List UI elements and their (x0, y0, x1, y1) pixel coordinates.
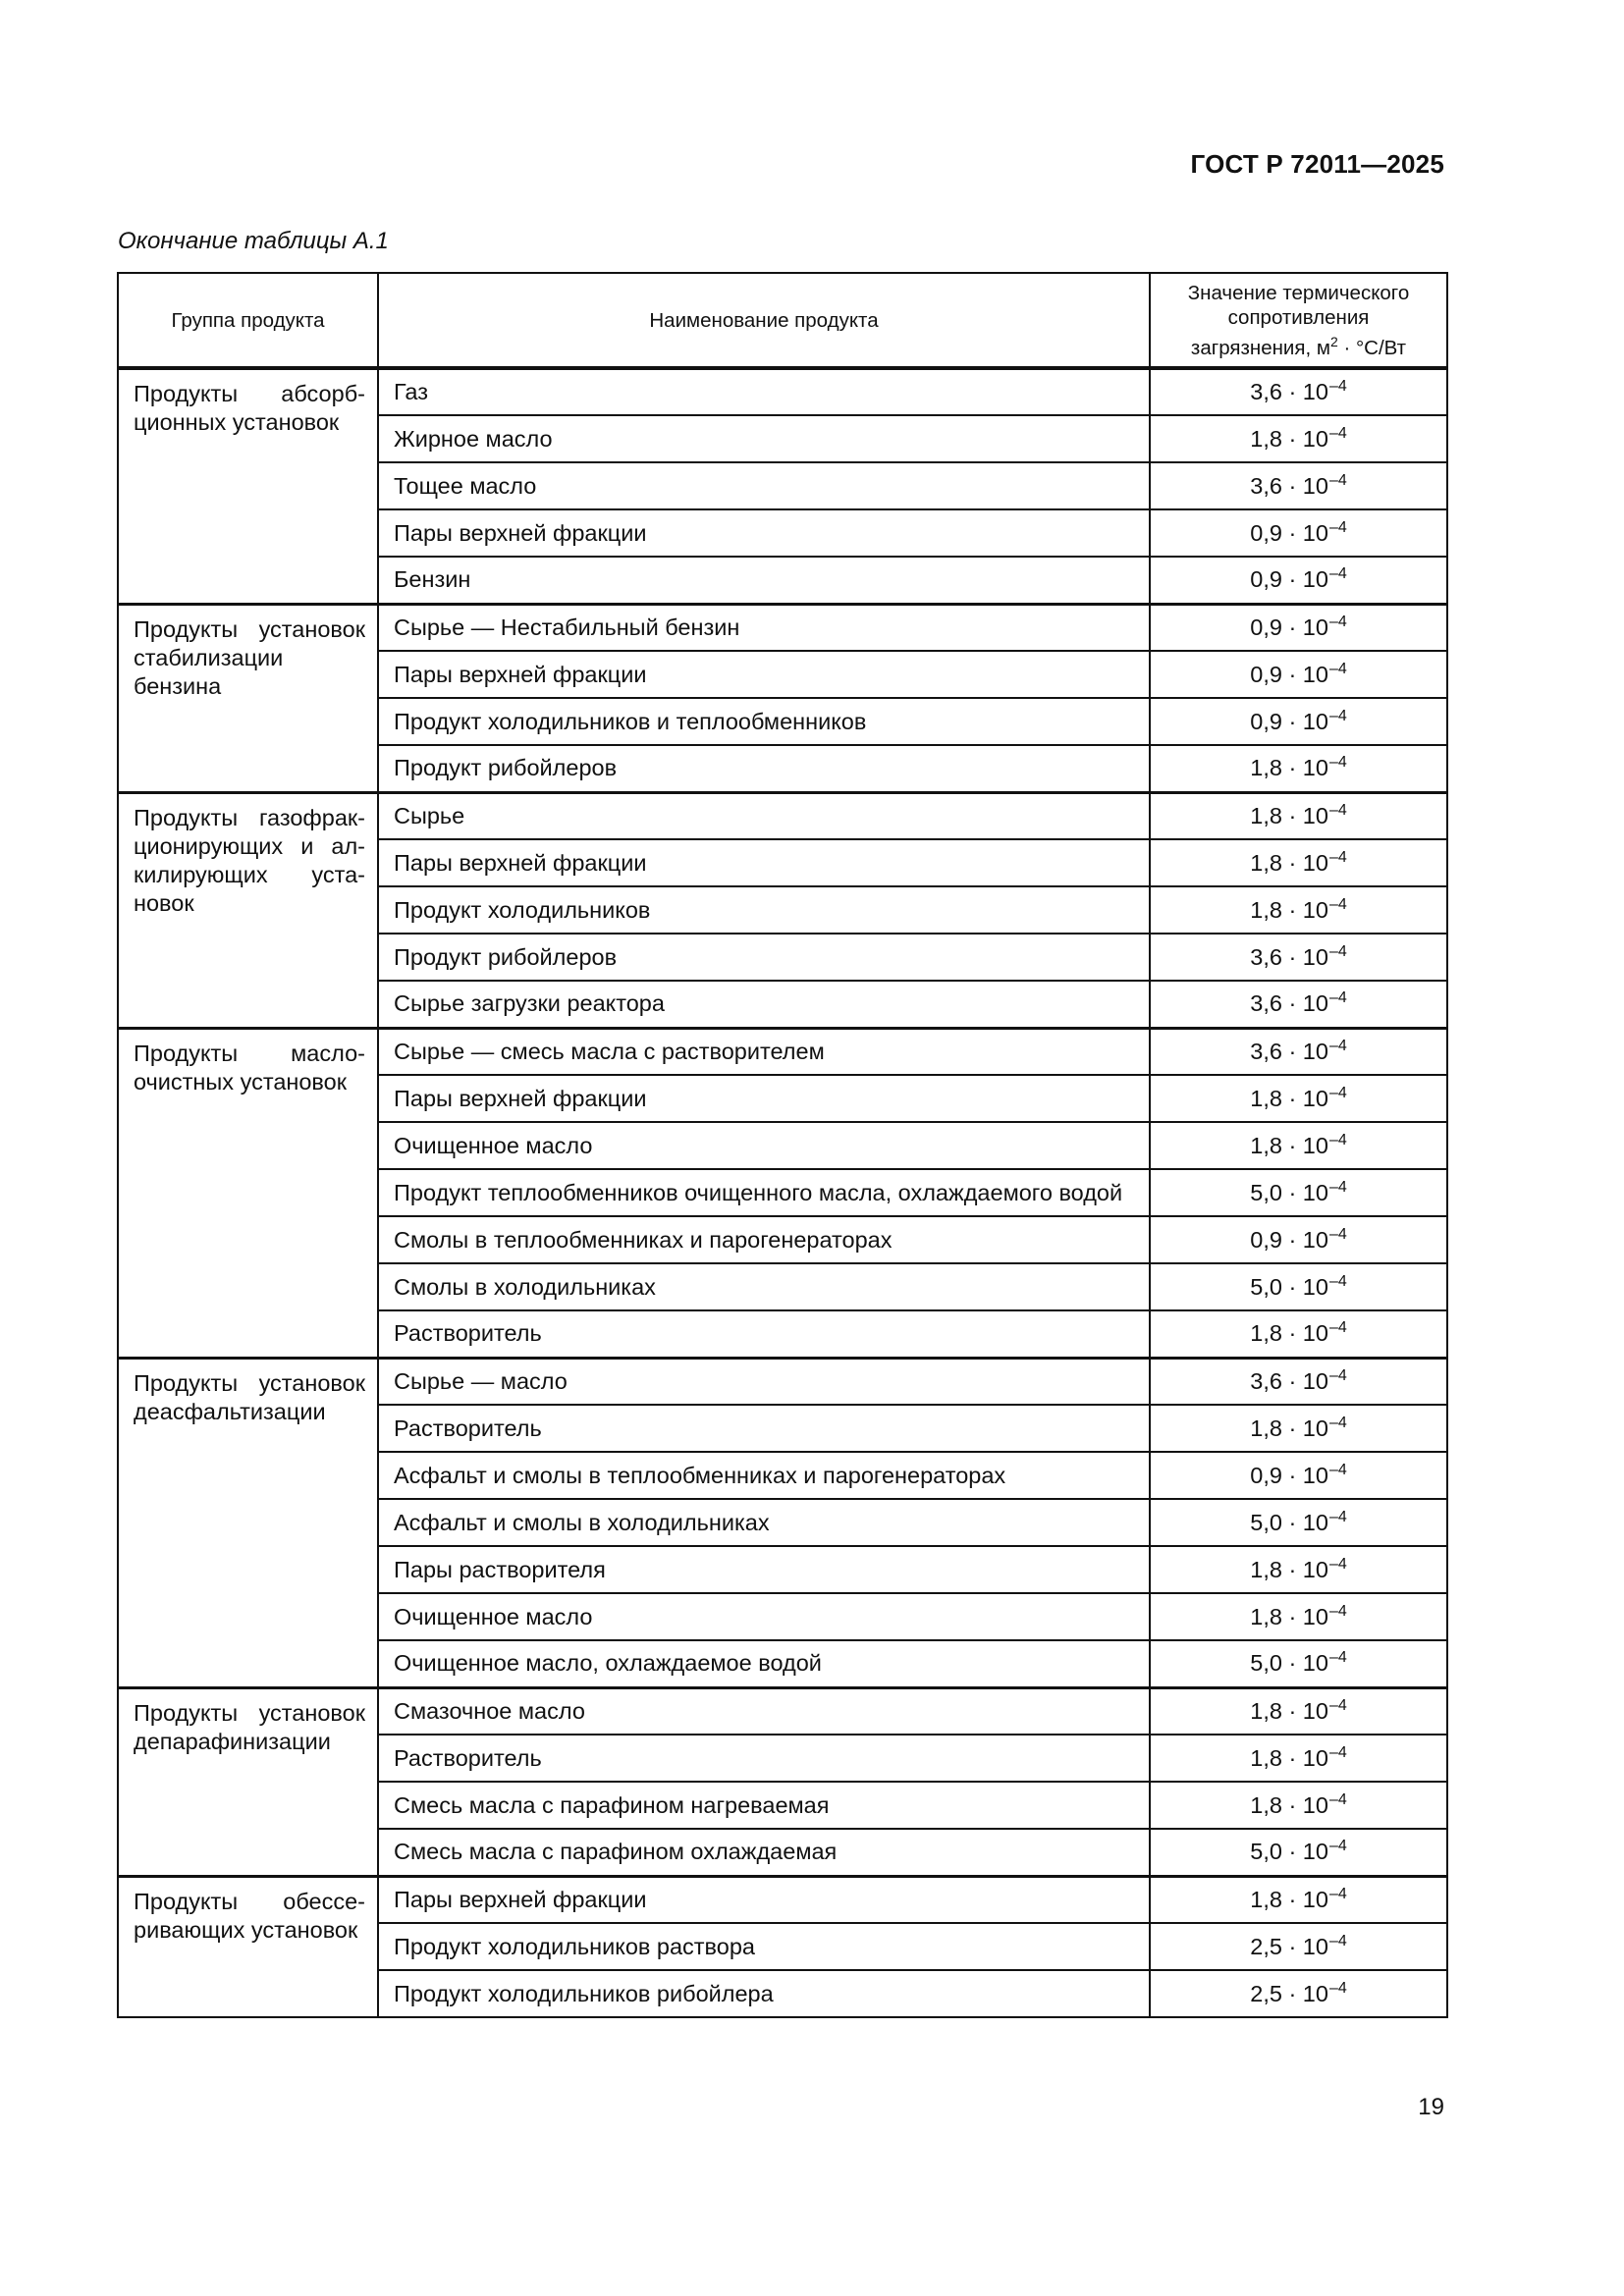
value-base: · 10 (1288, 1085, 1328, 1111)
value-mantissa: 0,9 (1250, 614, 1282, 640)
resistance-value-cell (1150, 1687, 1447, 1735)
product-name-cell: Пары верхней фракции (378, 651, 1150, 698)
product-name-cell: Бензин (378, 557, 1150, 604)
value-exponent: –4 (1328, 1366, 1347, 1384)
resistance-value-cell (1150, 1263, 1447, 1310)
product-group-cell: Продукты установок стабилизации бензина (118, 604, 378, 792)
value-mantissa: 3,6 (1250, 472, 1282, 499)
product-name-cell: Пары верхней фракции (378, 1876, 1150, 1923)
value-base: · 10 (1288, 943, 1328, 970)
resistance-value-cell (1150, 1358, 1447, 1405)
value-base: · 10 (1288, 519, 1328, 546)
value-mantissa: 1,8 (1250, 755, 1282, 781)
value-base: · 10 (1288, 614, 1328, 640)
resistance-value-cell (1150, 1216, 1447, 1263)
product-name-cell: Продукт холодильников раствора (378, 1923, 1150, 1970)
value-exponent: –4 (1328, 1272, 1347, 1290)
resistance-value-cell (1150, 981, 1447, 1028)
resistance-value-cell (1150, 1593, 1447, 1640)
value-base: · 10 (1288, 1556, 1328, 1582)
value-base: · 10 (1288, 849, 1328, 876)
value-exponent: –4 (1328, 1838, 1347, 1855)
product-name-cell: Продукт теплообменников очищенного масла, охлаждаемого водой (378, 1169, 1150, 1216)
product-name-cell: Пары верхней фракции (378, 509, 1150, 557)
product-name-cell: Сырье (378, 792, 1150, 839)
product-name-cell: Газ (378, 368, 1150, 415)
product-name-cell: Пары растворителя (378, 1546, 1150, 1593)
value-base: · 10 (1288, 661, 1328, 687)
table-row (118, 792, 1447, 839)
value-exponent: –4 (1328, 660, 1347, 677)
product-name-cell: Пары верхней фракции (378, 839, 1150, 886)
value-base: · 10 (1288, 472, 1328, 499)
column-header-value (1150, 273, 1447, 368)
table-row (118, 1687, 1447, 1735)
table-row (118, 1028, 1447, 1075)
table-caption: Окончание таблицы А.1 (118, 228, 389, 254)
product-group-cell: Продукты маслоочистных установок (118, 1028, 378, 1358)
resistance-value-cell (1150, 1452, 1447, 1499)
value-mantissa: 1,8 (1250, 849, 1282, 876)
value-mantissa: 0,9 (1250, 1226, 1282, 1253)
table-row (118, 1358, 1447, 1405)
value-exponent: –4 (1328, 1743, 1347, 1761)
product-name-cell: Сырье — смесь масла с растворителем (378, 1028, 1150, 1075)
value-base: · 10 (1288, 1509, 1328, 1535)
value-exponent: –4 (1328, 565, 1347, 583)
resistance-value-cell (1150, 792, 1447, 839)
product-name-cell: Асфальт и смолы в теплообменниках и парогенераторах (378, 1452, 1150, 1499)
resistance-value-cell (1150, 557, 1447, 604)
value-mantissa: 0,9 (1250, 566, 1282, 593)
value-base: · 10 (1288, 1791, 1328, 1818)
value-exponent: –4 (1328, 1979, 1347, 1997)
value-exponent: –4 (1328, 1225, 1347, 1243)
value-exponent: –4 (1328, 1885, 1347, 1902)
resistance-value-cell (1150, 1876, 1447, 1923)
value-base: · 10 (1288, 1462, 1328, 1488)
value-mantissa: 3,6 (1250, 990, 1282, 1017)
value-base: · 10 (1288, 1179, 1328, 1205)
value-exponent: –4 (1328, 1037, 1347, 1054)
value-exponent: –4 (1328, 424, 1347, 442)
value-mantissa: 5,0 (1250, 1273, 1282, 1300)
product-group-cell: Продукты газофракционирующих и алкилирующих установок (118, 792, 378, 1028)
resistance-value-cell (1150, 1735, 1447, 1782)
value-mantissa: 5,0 (1250, 1509, 1282, 1535)
product-name-cell: Сырье — масло (378, 1358, 1150, 1405)
product-name-cell: Смесь масла с парафином охлаждаемая (378, 1829, 1150, 1876)
value-mantissa: 1,8 (1250, 896, 1282, 923)
value-base: · 10 (1288, 1226, 1328, 1253)
product-name-cell: Смесь масла с парафином нагреваемая (378, 1782, 1150, 1829)
value-exponent: –4 (1328, 471, 1347, 489)
resistance-value-cell (1150, 1546, 1447, 1593)
product-name-cell: Растворитель (378, 1310, 1150, 1358)
value-exponent: –4 (1328, 754, 1347, 772)
resistance-value-cell (1150, 1970, 1447, 2017)
value-mantissa: 0,9 (1250, 1462, 1282, 1488)
resistance-value-cell (1150, 1169, 1447, 1216)
value-base: · 10 (1288, 1320, 1328, 1347)
value-mantissa: 1,8 (1250, 1132, 1282, 1158)
resistance-value-cell (1150, 1640, 1447, 1687)
column-header-value-line1: Значение термического (1187, 281, 1410, 304)
product-name-cell: Пары верхней фракции (378, 1075, 1150, 1122)
column-header-value-sup: 2 (1329, 333, 1338, 349)
value-exponent: –4 (1328, 1696, 1347, 1714)
value-base: · 10 (1288, 896, 1328, 923)
resistance-value-cell (1150, 1310, 1447, 1358)
value-base: · 10 (1288, 755, 1328, 781)
product-name-cell: Жирное масло (378, 415, 1150, 462)
value-base: · 10 (1288, 566, 1328, 593)
resistance-value-cell (1150, 1405, 1447, 1452)
product-name-cell: Очищенное масло, охлаждаемое водой (378, 1640, 1150, 1687)
value-exponent: –4 (1328, 1508, 1347, 1525)
page-number: 19 (1418, 2094, 1444, 2120)
value-mantissa: 1,8 (1250, 1791, 1282, 1818)
resistance-value-cell (1150, 1782, 1447, 1829)
value-base: · 10 (1288, 990, 1328, 1017)
resistance-value-cell (1150, 886, 1447, 934)
value-base: · 10 (1288, 425, 1328, 452)
value-mantissa: 1,8 (1250, 1320, 1282, 1347)
resistance-value-cell (1150, 839, 1447, 886)
value-exponent: –4 (1328, 989, 1347, 1007)
value-mantissa: 1,8 (1250, 425, 1282, 452)
product-name-cell: Очищенное масло (378, 1593, 1150, 1640)
value-mantissa: 5,0 (1250, 1179, 1282, 1205)
column-header-value-unit: · °С/Вт (1337, 336, 1407, 359)
resistance-value-cell (1150, 651, 1447, 698)
value-mantissa: 2,5 (1250, 1980, 1282, 2006)
value-exponent: –4 (1328, 518, 1347, 536)
value-exponent: –4 (1328, 1414, 1347, 1431)
value-exponent: –4 (1328, 801, 1347, 819)
resistance-value-cell (1150, 1075, 1447, 1122)
resistance-value-cell (1150, 604, 1447, 651)
value-base: · 10 (1288, 1744, 1328, 1771)
value-base: · 10 (1288, 1603, 1328, 1629)
product-name-cell: Смолы в теплообменниках и парогенераторах (378, 1216, 1150, 1263)
value-mantissa: 3,6 (1250, 1038, 1282, 1064)
value-base: · 10 (1288, 1367, 1328, 1394)
product-name-cell: Продукт холодильников и теплообменников (378, 698, 1150, 745)
resistance-value-cell (1150, 934, 1447, 981)
value-exponent: –4 (1328, 378, 1347, 395)
resistance-value-cell (1150, 368, 1447, 415)
product-name-cell: Продукт холодильников (378, 886, 1150, 934)
value-mantissa: 1,8 (1250, 802, 1282, 828)
resistance-value-cell (1150, 1829, 1447, 1876)
value-exponent: –4 (1328, 707, 1347, 724)
value-exponent: –4 (1328, 1131, 1347, 1148)
value-exponent: –4 (1328, 1602, 1347, 1620)
resistance-value-cell (1150, 745, 1447, 792)
resistance-value-cell (1150, 698, 1447, 745)
product-group-cell: Продукты установок депарафинизации (118, 1687, 378, 1876)
value-base: · 10 (1288, 1886, 1328, 1912)
value-mantissa: 2,5 (1250, 1933, 1282, 1959)
value-mantissa: 0,9 (1250, 661, 1282, 687)
value-base: · 10 (1288, 379, 1328, 404)
resistance-value-cell (1150, 509, 1447, 557)
value-mantissa: 1,8 (1250, 1697, 1282, 1724)
product-name-cell: Очищенное масло (378, 1122, 1150, 1169)
value-base: · 10 (1288, 802, 1328, 828)
value-exponent: –4 (1328, 613, 1347, 630)
product-name-cell: Смазочное масло (378, 1687, 1150, 1735)
value-base: · 10 (1288, 1415, 1328, 1441)
product-name-cell: Продукт рибойлеров (378, 745, 1150, 792)
column-header-name: Наименование продукта (378, 273, 1150, 368)
resistance-value-cell (1150, 1923, 1447, 1970)
product-name-cell: Продукт холодильников рибойлера (378, 1970, 1150, 2017)
product-group-cell: Продукты абсорбционных установок (118, 368, 378, 604)
table-body (118, 368, 1447, 2017)
product-name-cell: Сырье загрузки реактора (378, 981, 1150, 1028)
value-base: · 10 (1288, 1933, 1328, 1959)
value-mantissa: 0,9 (1250, 708, 1282, 734)
value-exponent: –4 (1328, 1649, 1347, 1667)
value-base: · 10 (1288, 1650, 1328, 1677)
value-mantissa: 3,6 (1250, 379, 1282, 404)
column-header-value-line3: загрязнения, м (1190, 336, 1330, 359)
value-exponent: –4 (1328, 1319, 1347, 1337)
product-name-cell: Асфальт и смолы в холодильниках (378, 1499, 1150, 1546)
value-mantissa: 1,8 (1250, 1085, 1282, 1111)
value-mantissa: 1,8 (1250, 1603, 1282, 1629)
value-base: · 10 (1288, 1980, 1328, 2006)
value-exponent: –4 (1328, 1555, 1347, 1573)
value-exponent: –4 (1328, 848, 1347, 866)
resistance-value-cell (1150, 1499, 1447, 1546)
document-code: ГОСТ Р 72011—2025 (1190, 149, 1444, 179)
product-name-cell: Тощее масло (378, 462, 1150, 509)
value-exponent: –4 (1328, 942, 1347, 960)
table-row (118, 368, 1447, 415)
value-exponent: –4 (1328, 1932, 1347, 1949)
value-base: · 10 (1288, 1839, 1328, 1865)
value-mantissa: 0,9 (1250, 519, 1282, 546)
value-base: · 10 (1288, 1038, 1328, 1064)
product-name-cell: Смолы в холодильниках (378, 1263, 1150, 1310)
column-header-group: Группа продукта (118, 273, 378, 368)
value-exponent: –4 (1328, 1084, 1347, 1101)
value-mantissa: 3,6 (1250, 1367, 1282, 1394)
table-row (118, 604, 1447, 651)
value-mantissa: 5,0 (1250, 1839, 1282, 1865)
table-row (118, 1876, 1447, 1923)
value-base: · 10 (1288, 708, 1328, 734)
value-exponent: –4 (1328, 895, 1347, 913)
product-name-cell: Растворитель (378, 1735, 1150, 1782)
resistance-value-cell (1150, 462, 1447, 509)
product-name-cell: Растворитель (378, 1405, 1150, 1452)
value-mantissa: 5,0 (1250, 1650, 1282, 1677)
value-mantissa: 1,8 (1250, 1886, 1282, 1912)
product-group-cell: Продукты обессеривающих установок (118, 1876, 378, 2017)
resistance-value-cell (1150, 1122, 1447, 1169)
value-exponent: –4 (1328, 1178, 1347, 1196)
fouling-resistance-table (117, 272, 1448, 2018)
value-base: · 10 (1288, 1273, 1328, 1300)
resistance-value-cell (1150, 1028, 1447, 1075)
value-exponent: –4 (1328, 1461, 1347, 1478)
value-exponent: –4 (1328, 1790, 1347, 1808)
value-base: · 10 (1288, 1132, 1328, 1158)
product-group-cell: Продукты установок деасфальтизации (118, 1358, 378, 1687)
value-mantissa: 1,8 (1250, 1556, 1282, 1582)
product-name-cell: Сырье — Нестабильный бензин (378, 604, 1150, 651)
column-header-value-line2: сопротивления (1227, 305, 1370, 329)
value-mantissa: 1,8 (1250, 1744, 1282, 1771)
value-mantissa: 3,6 (1250, 943, 1282, 970)
product-name-cell: Продукт рибойлеров (378, 934, 1150, 981)
resistance-value-cell (1150, 415, 1447, 462)
table-header-row (118, 273, 1447, 368)
value-mantissa: 1,8 (1250, 1415, 1282, 1441)
value-base: · 10 (1288, 1697, 1328, 1724)
